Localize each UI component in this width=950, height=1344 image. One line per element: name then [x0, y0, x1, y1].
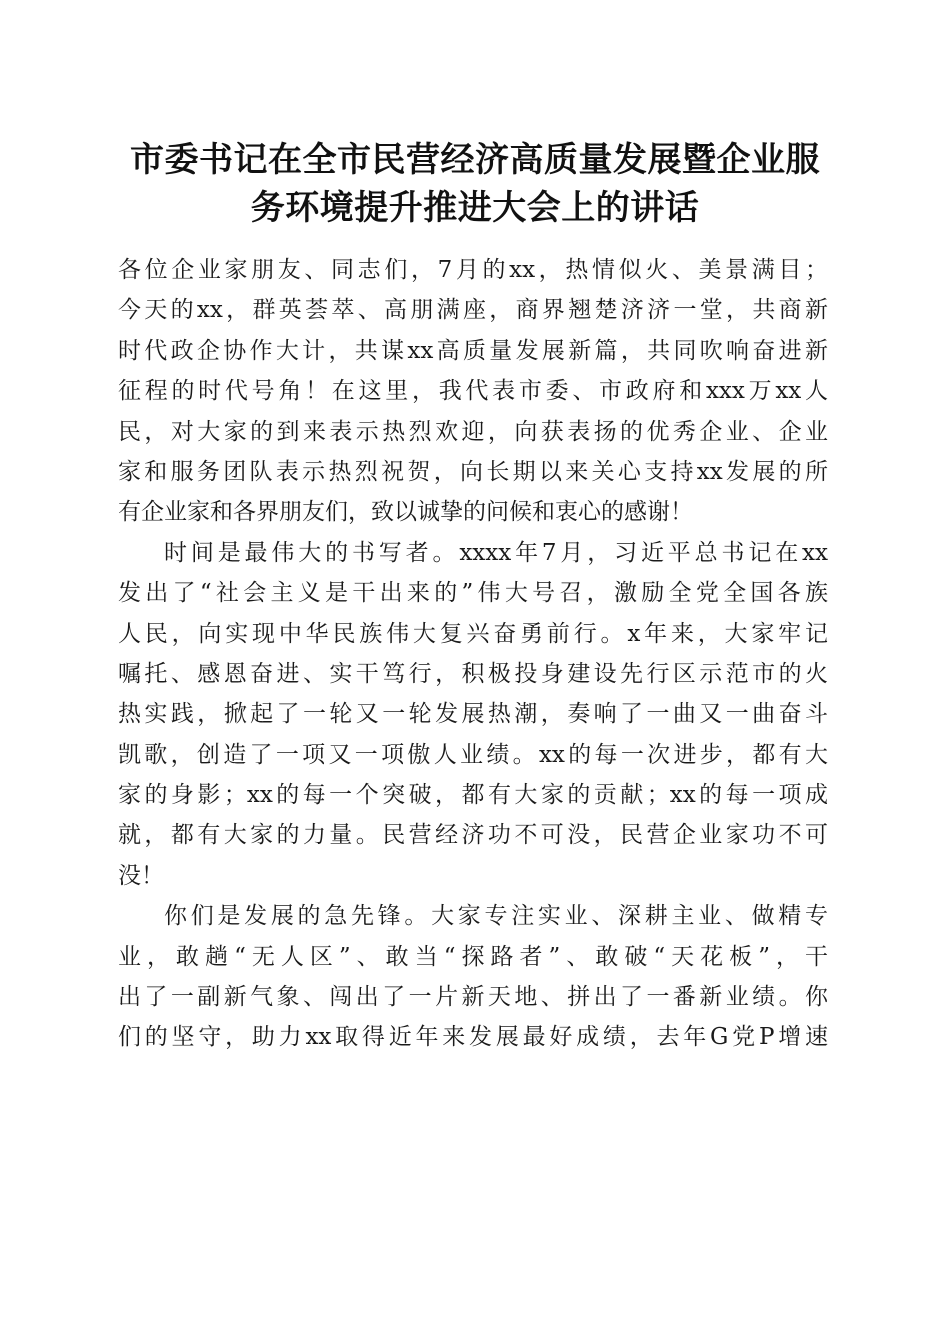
paragraph-line: 民，对大家的到来表示热烈欢迎，向获表扬的优秀企业、企业 [118, 418, 828, 445]
paragraph-line: 人民，向实现中华民族伟大复兴奋勇前行。x年来，大家牢记 [118, 620, 828, 647]
paragraph-line: 征程的时代号角！在这里，我代表市委、市政府和xxx万xx人 [118, 378, 828, 405]
paragraph-line: 家和服务团队表示热烈祝贺，向长期以来关心支持xx发展的所 [118, 458, 828, 485]
paragraph-line: 发出了“社会主义是干出来的”伟大号召，激励全党全国各族 [118, 580, 828, 607]
paragraph-line: 各位企业家朋友、同志们，7月的xx，热情似火、美景满目； [118, 257, 828, 283]
title-line-1: 市委书记在全市民营经济高质量发展暨企业服 [130, 140, 820, 180]
paragraph-line: 家的身影；xx的每一个突破，都有大家的贡献；xx的每一项成 [118, 782, 828, 809]
paragraph-line: 没！ [118, 862, 164, 889]
paragraph-line: 凯歌，创造了一项又一项傲人业绩。xx的每一次进步，都有大 [118, 741, 828, 768]
title-line-2: 务环境提升推进大会上的讲话 [250, 188, 700, 228]
paragraph-line: 热实践，掀起了一轮又一轮发展热潮，奏响了一曲又一曲奋斗 [118, 701, 828, 728]
document-body [118, 250, 828, 1058]
paragraph-1 [118, 250, 828, 533]
paragraph-line: 就，都有大家的力量。民营经济功不可没，民营企业家功不可 [118, 822, 828, 849]
paragraph-3 [118, 896, 828, 1058]
paragraph-line: 你们是发展的急先锋。大家专注实业、深耕主业、做精专 [164, 903, 828, 930]
paragraph-line: 出了一副新气象、闯出了一片新天地、拼出了一番新业绩。你 [118, 984, 828, 1011]
paragraph-line: 时间是最伟大的书写者。xxxx年7月，习近平总书记在xx [164, 539, 828, 566]
paragraph-line: 们的坚守，助力xx取得近年来发展最好成绩，去年G党P增速 [118, 1024, 828, 1051]
document-title [100, 136, 850, 232]
paragraph-line: 有企业家和各界朋友们，致以诚挚的问候和衷心的感谢！ [118, 499, 693, 526]
paragraph-line: 业，敢趟“无人区”、敢当“探路者”、敢破“天花板”，干 [118, 943, 828, 970]
paragraph-2 [118, 533, 828, 897]
paragraph-line: 今天的xx，群英荟萃、高朋满座，商界翘楚济济一堂，共商新 [118, 297, 828, 324]
paragraph-line: 时代政企协作大计，共谋xx高质量发展新篇，共同吹响奋进新 [118, 337, 828, 364]
paragraph-line: 嘱托、感恩奋进、实干笃行，积极投身建设先行区示范市的火 [118, 660, 828, 687]
